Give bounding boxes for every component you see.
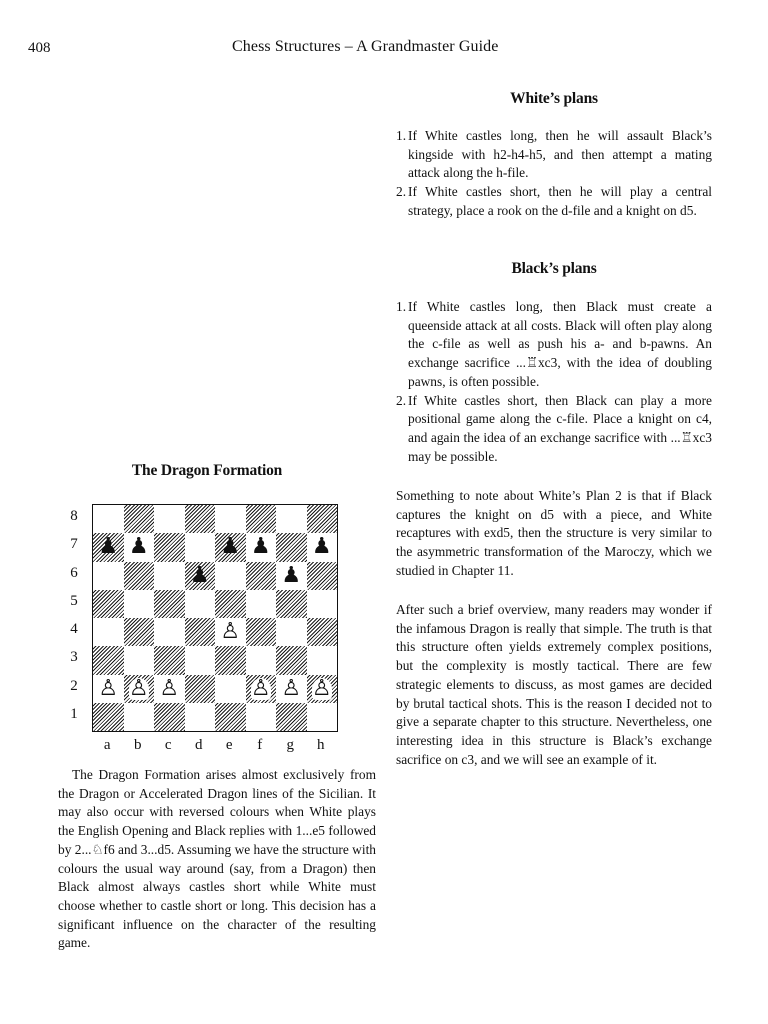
square-g1 — [276, 703, 307, 731]
file-label: h — [317, 737, 325, 753]
square-e4 — [215, 618, 246, 646]
square-e8 — [215, 505, 246, 533]
square-a7 — [93, 533, 124, 561]
page-number: 408 — [28, 40, 51, 56]
square-b8 — [124, 505, 155, 533]
rank-label: 1 — [70, 705, 78, 722]
square-c6 — [154, 562, 185, 590]
rank-label: 4 — [70, 621, 78, 638]
square-b1 — [124, 703, 155, 731]
square-f5 — [246, 590, 277, 618]
white-pawn-icon: ♙ — [311, 675, 332, 701]
file-label: a — [103, 737, 111, 753]
white-plans-heading: White’s plans — [510, 90, 598, 107]
rank-label: 5 — [70, 592, 78, 609]
square-g6 — [276, 562, 307, 590]
square-h1 — [307, 703, 338, 731]
file-label: c — [164, 737, 172, 753]
black-pawn-icon: ♟ — [281, 562, 302, 588]
square-f8 — [246, 505, 277, 533]
rank-label: 3 — [70, 649, 78, 666]
list-item: 1. If White castles long, then he will assault Black’s kingside with h2-h4-h5, and then attempt a mating attack along the h-file. — [396, 128, 712, 181]
white-pawn-icon: ♙ — [250, 675, 271, 701]
square-f7 — [246, 533, 277, 561]
square-d1 — [185, 703, 216, 731]
chess-diagram — [62, 502, 352, 762]
chess-board — [92, 504, 338, 732]
square-h4 — [307, 618, 338, 646]
square-h2 — [307, 675, 338, 703]
square-d7 — [185, 533, 216, 561]
dragon-section — [62, 462, 352, 481]
square-d3 — [185, 646, 216, 674]
square-c2 — [154, 675, 185, 703]
black-plans-heading: Black’s plans — [511, 260, 597, 277]
square-f2 — [246, 675, 277, 703]
square-e7 — [215, 533, 246, 561]
square-b4 — [124, 618, 155, 646]
white-pawn-icon: ♙ — [281, 675, 302, 701]
square-g2 — [276, 675, 307, 703]
file-label: e — [225, 737, 233, 753]
black-pawn-icon: ♟ — [128, 534, 149, 560]
square-a2 — [93, 675, 124, 703]
list-item: 2. If White castles short, then he will play a central strategy, place a rook on the d-file and a knight on d5. — [396, 184, 712, 218]
file-label: b — [134, 737, 142, 753]
square-h8 — [307, 505, 338, 533]
square-a3 — [93, 646, 124, 674]
square-e1 — [215, 703, 246, 731]
white-pawn-icon: ♙ — [128, 675, 149, 701]
square-c1 — [154, 703, 185, 731]
square-g8 — [276, 505, 307, 533]
square-f6 — [246, 562, 277, 590]
square-d4 — [185, 618, 216, 646]
square-e2 — [215, 675, 246, 703]
square-b2 — [124, 675, 155, 703]
white-plans-section — [396, 90, 712, 109]
square-c3 — [154, 646, 185, 674]
square-f4 — [246, 618, 277, 646]
square-h6 — [307, 562, 338, 590]
square-b6 — [124, 562, 155, 590]
rank-label: 2 — [70, 677, 78, 694]
black-pawn-icon: ♟ — [250, 534, 271, 560]
black-pawn-icon: ♟ — [220, 534, 241, 560]
file-label: f — [257, 737, 263, 753]
square-d6 — [185, 562, 216, 590]
square-d8 — [185, 505, 216, 533]
square-b3 — [124, 646, 155, 674]
black-pawn-icon: ♟ — [98, 534, 119, 560]
black-pawn-icon: ♟ — [189, 562, 210, 588]
square-f3 — [246, 646, 277, 674]
square-c8 — [154, 505, 185, 533]
rank-label: 6 — [70, 564, 78, 581]
file-label: g — [286, 737, 294, 753]
list-item: 2. If White castles short, then Black can play a more positional game along the c-file. Place a knight on c4, and again the idea of an exchange sacrifice with ...♖xc3 may be possible. — [396, 392, 712, 464]
square-h3 — [307, 646, 338, 674]
white-pawn-icon: ♙ — [98, 675, 119, 701]
square-b5 — [124, 590, 155, 618]
square-h7 — [307, 533, 338, 561]
black-plans-list — [396, 298, 712, 466]
black-pawn-icon: ♟ — [311, 534, 332, 560]
square-f1 — [246, 703, 277, 731]
square-a1 — [93, 703, 124, 731]
square-g7 — [276, 533, 307, 561]
square-h5 — [307, 590, 338, 618]
black-plans-section — [396, 260, 712, 279]
dragon-heading: The Dragon Formation — [131, 462, 283, 479]
rank-label: 7 — [70, 536, 78, 553]
list-item: 1. If White castles long, then Black must create a queenside attack at all costs. Black will often play along the c-file as well as push his a- and b-pawns. An exchange sacrifice ...♖xc3, with the idea of doubling pawns, is often possible. — [396, 299, 712, 389]
white-plans-list — [396, 127, 712, 221]
square-c4 — [154, 618, 185, 646]
square-g5 — [276, 590, 307, 618]
running-title: Chess Structures – A Grandmaster Guide — [232, 38, 499, 55]
square-a5 — [93, 590, 124, 618]
square-e3 — [215, 646, 246, 674]
square-g4 — [276, 618, 307, 646]
square-d2 — [185, 675, 216, 703]
square-c5 — [154, 590, 185, 618]
rank-label: 8 — [70, 508, 78, 525]
square-e6 — [215, 562, 246, 590]
square-d5 — [185, 590, 216, 618]
square-a4 — [93, 618, 124, 646]
square-a8 — [93, 505, 124, 533]
paragraph-overview: After such a brief overview, many readers may wonder if the infamous Dragon is really that simple. The truth is that this structure often yields extremely complex positions, but the complexity is mostly tactical. There are few strategic elements to discuss, as most games are decided by brutal tactical shots. This is the reason I decided not to give a separate chapter to this structure. Nevertheless, one interesting idea in this structure is Black’s exchange sacrifice on c3, and we will see an example of it. — [396, 602, 712, 767]
square-g3 — [276, 646, 307, 674]
paragraph-plan2-note: Something to note about White’s Plan 2 is that if Black captures the knight on d5 with a piece, and White recaptures with exd5, then the structure is very similar to the asymmetric transformation of the Maroczy, which we studied in Chapter 11. — [396, 488, 712, 578]
square-c7 — [154, 533, 185, 561]
square-b7 — [124, 533, 155, 561]
square-e5 — [215, 590, 246, 618]
square-a6 — [93, 562, 124, 590]
paragraph-dragon-formation: The Dragon Formation arises almost exclusively from the Dragon or Accelerated Dragon lines of the Sicilian. It may also occur with reversed colours when White plays the English Opening and Black replies with 1...e5 followed by 2...♘f6 and 3...d5. Assuming we have the structure with colours the usual way around (say, from a Dragon) then Black almost always castles short while White must choose whether to castle short or long. This decision has a significant influence on the character of the resulting game. — [58, 767, 376, 951]
white-pawn-icon: ♙ — [159, 675, 180, 701]
white-pawn-icon: ♙ — [220, 619, 241, 645]
file-label: d — [195, 737, 203, 753]
